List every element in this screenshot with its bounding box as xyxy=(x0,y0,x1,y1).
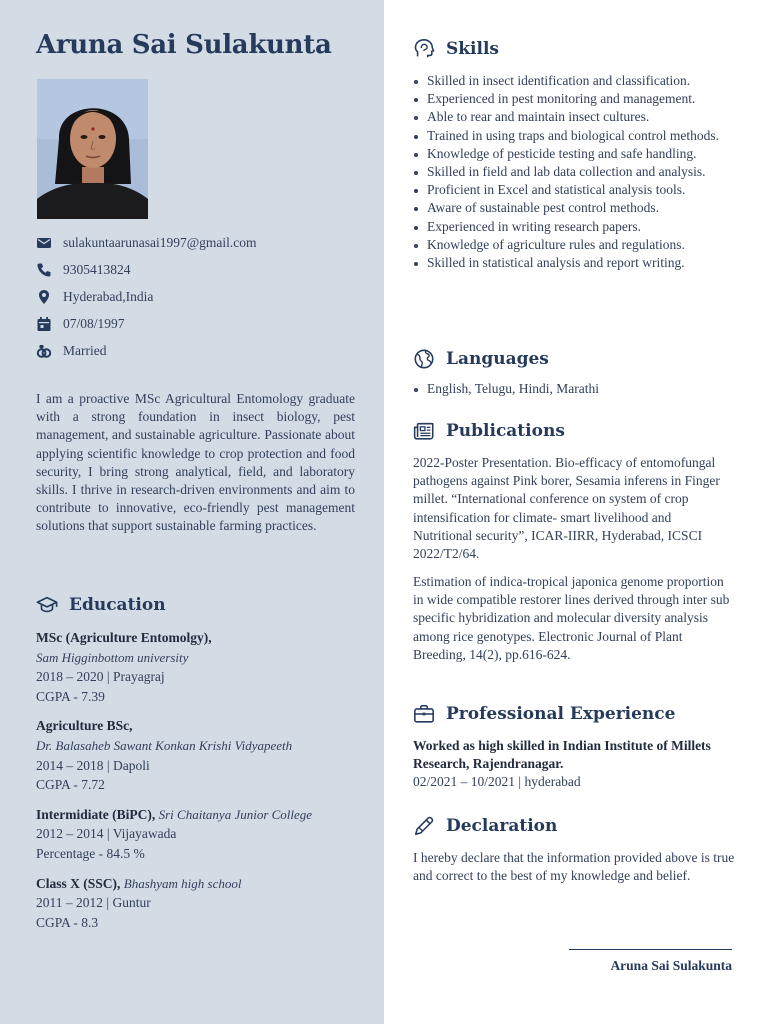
contact-email xyxy=(36,229,366,256)
education-item xyxy=(36,628,366,706)
skill-item: Skilled in field and lab data collection and analysis. xyxy=(413,163,738,181)
education-years: 2014 – 2018 | Dapoli xyxy=(36,757,150,773)
experience-header xyxy=(413,703,675,725)
education-score: Percentage - 84.5 % xyxy=(36,845,145,861)
briefcase-icon xyxy=(413,703,435,725)
declaration-text: I hereby declare that the information provided above is true and correct to the best of my knowledge and belief. xyxy=(413,850,735,884)
languages-header xyxy=(413,348,549,370)
education-item xyxy=(36,874,366,933)
education-institution: Sam Higginbottom university xyxy=(36,649,189,665)
email-icon xyxy=(36,235,52,251)
phone-icon xyxy=(36,262,52,278)
education-degree: Agriculture BSc, xyxy=(36,718,133,734)
experience-title: Worked as high skilled in Indian Institute of Millets Research, Rajendranagar. xyxy=(413,738,711,772)
education-header xyxy=(36,594,166,616)
contact-location xyxy=(36,283,366,310)
publications-header xyxy=(413,420,565,442)
graduation-cap-icon xyxy=(36,594,58,616)
globe-icon xyxy=(413,348,435,370)
candidate-name: Aruna Sai Sulakunta xyxy=(36,30,332,60)
education-years: 2012 – 2014 | Vijayawada xyxy=(36,826,177,842)
education-score: CGPA - 8.3 xyxy=(36,914,99,930)
marital-status-text: Married xyxy=(63,342,107,358)
dob-text: 07/08/1997 xyxy=(63,315,125,331)
newspaper-icon xyxy=(413,420,435,442)
skill-item: Skilled in insect identification and classification. xyxy=(413,72,738,90)
education-score: CGPA - 7.72 xyxy=(36,777,105,793)
email-text: sulakuntaarunasai1997@gmail.com xyxy=(63,234,257,250)
experience-dates: 02/2021 – 10/2021 | hyderabad xyxy=(413,774,581,789)
skill-item: Trained in using traps and biological control methods. xyxy=(413,127,738,145)
education-degree: Class X (SSC), xyxy=(36,875,121,891)
brain-head-icon xyxy=(413,38,435,60)
pen-icon xyxy=(413,815,435,837)
education-years: 2011 – 2012 | Guntur xyxy=(36,895,151,911)
publication-item: 2022-Poster Presentation. Bio-efficacy of entomofungal pathogens against Pink borer, Sesamia inferens in Finger millet. “International conference on system of crop intensification for climate- smart livelihood and Nutritional security”, ICAR-IIRR, Hyderabad, ICSCI 2022/T2/64. xyxy=(413,455,720,562)
education-institution: Dr. Balasaheb Sawant Konkan Krishi Vidyapeeth xyxy=(36,737,293,753)
skill-item: Knowledge of agriculture rules and regulations. xyxy=(413,236,738,254)
profile-photo xyxy=(37,79,148,219)
contact-marital-status xyxy=(36,337,366,364)
languages-heading: Languages xyxy=(446,349,549,369)
profile-summary: I am a proactive MSc Agricultural Entomology graduate with a strong foundation in insect biology, pest management, and sustainable agriculture. Passionate about applying scientific knowledge to crop protection and food security, I bring strong analytical, field, and laboratory skills. I thrive in research-driven environments and aim to contribute to innovative, eco-friendly pest management solutions that support sustainable farming practices. xyxy=(36,391,355,534)
phone-text: 9305413824 xyxy=(63,261,131,277)
location-pin-icon xyxy=(36,289,52,305)
education-institution: Bhashyam high school xyxy=(123,875,242,891)
education-years: 2018 – 2020 | Prayagraj xyxy=(36,669,165,685)
signature-line xyxy=(569,949,732,950)
location-text: Hyderabad,India xyxy=(63,288,154,304)
education-score: CGPA - 7.39 xyxy=(36,688,105,704)
skills-header xyxy=(413,38,499,60)
skills-list xyxy=(413,72,738,272)
skill-item: Able to rear and maintain insect cultures. xyxy=(413,108,738,126)
declaration-heading: Declaration xyxy=(446,816,558,836)
publications-heading: Publications xyxy=(446,421,565,441)
contact-phone xyxy=(36,256,366,283)
education-institution: Sri Chaitanya Junior College xyxy=(158,806,313,822)
skill-item: Proficient in Excel and statistical analysis tools. xyxy=(413,181,738,199)
declaration-header xyxy=(413,815,557,837)
education-list xyxy=(36,628,366,942)
skill-item: Aware of sustainable pest control methods. xyxy=(413,199,738,217)
rings-icon xyxy=(36,343,52,359)
skill-item: Knowledge of pesticide testing and safe handling. xyxy=(413,145,738,163)
education-degree: MSc (Agriculture Entomolgy), xyxy=(36,630,212,645)
skill-item: Experienced in pest monitoring and management. xyxy=(413,90,738,108)
skills-heading: Skills xyxy=(446,39,500,59)
publication-item: Estimation of indica-tropical japonica genome proportion in wide compatible restorer lines derived through inter sub specific hybridization and molecular diversity analysis among rice genotypes. Electronic Journal of Plant Breeding, 14(2), pp.616-624. xyxy=(413,574,730,662)
calendar-icon xyxy=(36,316,52,332)
languages-list xyxy=(413,380,738,398)
education-item xyxy=(36,805,366,864)
signature-name: Aruna Sai Sulakunta xyxy=(610,958,732,973)
skill-item: Experienced in writing research papers. xyxy=(413,218,738,236)
education-heading: Education xyxy=(69,595,166,615)
language-item: English, Telugu, Hindi, Marathi xyxy=(413,380,738,398)
contact-list xyxy=(36,229,366,364)
education-degree: Intermidiate (BiPC), xyxy=(36,806,156,822)
education-item xyxy=(36,716,366,794)
experience-heading: Professional Experience xyxy=(446,704,676,724)
skill-item: Skilled in statistical analysis and report writing. xyxy=(413,254,738,272)
contact-dob xyxy=(36,310,366,337)
